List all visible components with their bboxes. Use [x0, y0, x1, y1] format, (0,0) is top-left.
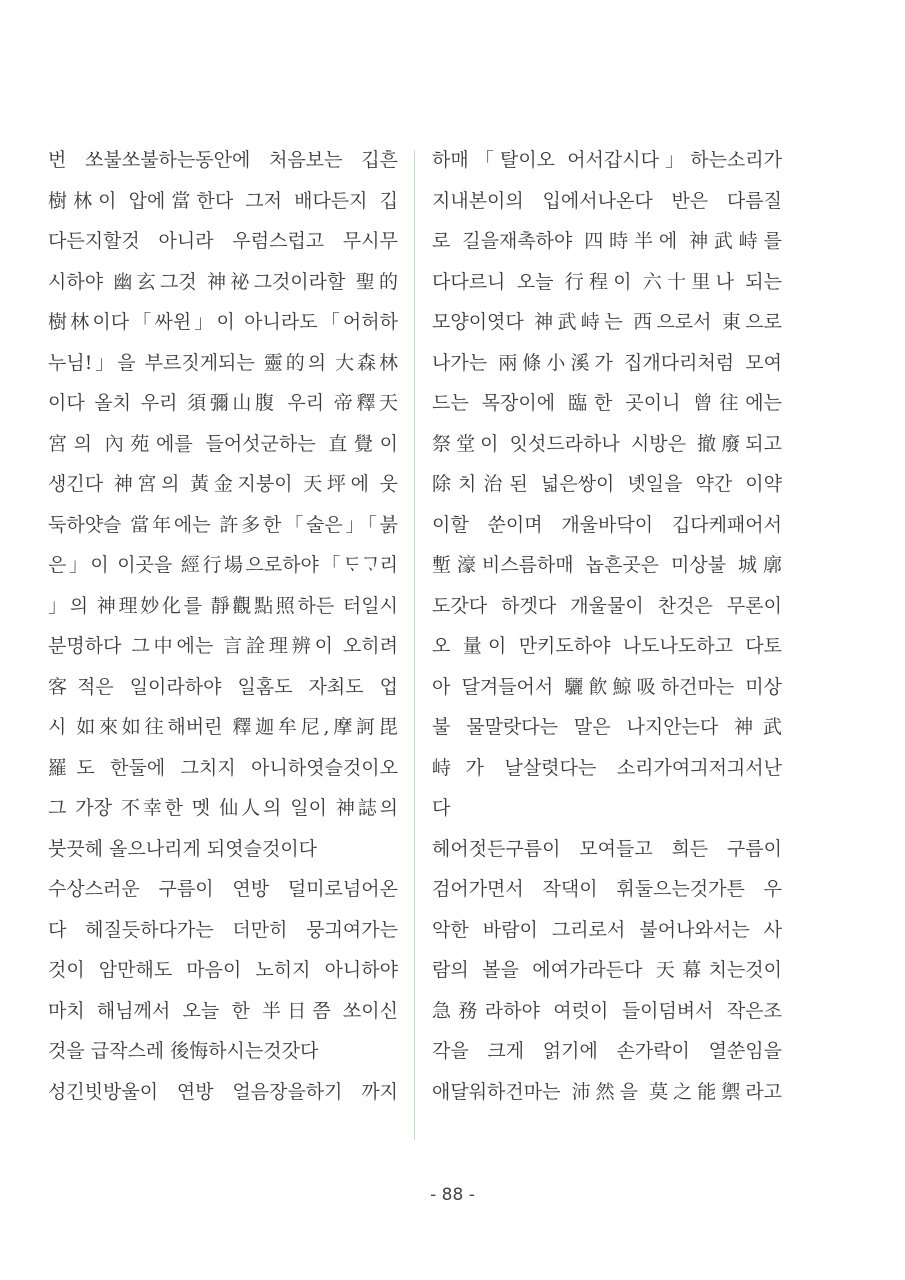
text-line: 시 如來如往해버린 釋迦牟尼,摩訶毘	[48, 716, 398, 738]
text-line: 다든지할것 아니라 우럼스럽고 무시무	[48, 230, 398, 252]
text-line: 은」이 이곳을 經行場으로하야「ᄃᆞᄀᆞ리	[48, 554, 398, 576]
text-line: 다 헤질듯하다가는 더만히 뭉긔여가는	[48, 918, 398, 941]
text-line: 除치治된 넓은쌍이 녯일을 약간 이약	[432, 473, 782, 495]
text-line: 峙가 날살렷다는 소리가여긔저긔서난	[432, 756, 782, 779]
text-line: 붓끗헤 올으나리게 되엿슬것이다	[48, 837, 318, 860]
text-line: 드는 목장이에 臨한 곳이니 曾往에는	[432, 392, 782, 414]
text-line: 분명하다 그中에는 言詮理辨이 오히려	[48, 635, 398, 657]
text-line: 각을 크게 얽기에 손가락이 열쑨임을	[432, 1040, 782, 1062]
text-line: 시하야 幽玄그것 神祕그것이라할 聖的	[48, 270, 398, 293]
text-line: 하매「탈이오 어서갑시다」하는소리가	[432, 149, 782, 171]
text-line: 지내본이의 입에서나온다 반은 다름질	[432, 189, 782, 212]
text-line: 악한 바람이 그리로서 불어나와서는 사	[432, 918, 782, 941]
text-line: 나가는 兩條小溪가 집개다리처럼 모여	[432, 351, 782, 374]
text-line: 헤어젓든구름이 모여들고 희든 구름이	[432, 837, 782, 860]
text-line: 애달워하건마는 沛然을 莫之能禦라고	[432, 1080, 782, 1103]
text-line: 宮의 內苑에를 들어섯군하는 直覺이	[48, 432, 398, 455]
text-line: 樹林이 압에當한다 그저 배다든지 깁	[48, 189, 398, 212]
text-line: 로 길을재촉하야 四時半에 神武峙를	[432, 230, 782, 252]
text-line: 생긴다 神宮의 黃金지붕이 天坪에 웃	[48, 473, 398, 495]
page-number: - 88 -	[430, 1185, 475, 1205]
text-line: 불 물말랏다는 말은 나지안는다 神武	[432, 716, 782, 738]
text-line: 羅도 한둘에 그치지 아니하엿슬것이오	[48, 756, 398, 779]
text-line: 祭堂이 잇섯드라하나 시방은 撤廢되고	[432, 432, 782, 455]
text-line: 수상스러운 구름이 연방 덜미로넘어온	[48, 878, 398, 900]
text-line: 客적은 일이라하야 일홈도 자최도 업	[48, 675, 398, 698]
text-line: 모양이엿다 神武峙는 西으로서 東으로	[432, 311, 782, 333]
text-line: 람의 볼을 에여가라든다 天幕치는것이	[432, 959, 782, 981]
text-line: 번 쏘불쏘불하는동안에 처음보는 깁흔	[48, 149, 398, 171]
column-divider	[414, 150, 415, 1140]
text-line: 마치 해님께서 오늘 한 半日쯤 쏘이신	[48, 999, 398, 1022]
text-line: 」의 神理妙化를 靜觀點照하든 터일시	[48, 594, 398, 617]
text-line: 다다르니 오늘 行程이 六十里나 되는	[432, 270, 782, 293]
text-line: 성긴빗방울이 연방 얼음장을하기 까지	[48, 1080, 398, 1103]
left-text-column	[48, 140, 398, 1112]
text-line: 누님!」을 부르짓게되는 靈的의 大森林	[48, 351, 398, 374]
text-line: 急務라하야 여럿이 들이덤벼서 작은조	[432, 999, 782, 1022]
text-line: 다	[432, 797, 451, 819]
text-line: 것을 급작스레 後悔하시는것갓다	[48, 1040, 319, 1062]
text-line: 그 가장 不幸한 멧 仙人의 일이 神誌의	[48, 797, 398, 819]
text-line: 오 量이 만키도하야 나도나도하고 다토	[432, 635, 782, 657]
text-line: 이다 올치 우리 須彌山腹 우리 帝釋天	[48, 392, 398, 414]
text-line: 것이 암만해도 마음이 노히지 아니하야	[48, 959, 398, 981]
text-line: 도갓다 하겟다 개울물이 찬것은 무론이	[432, 594, 782, 617]
text-line: 이할 쑨이며 개울바닥이 깁다케패어서	[432, 513, 782, 536]
text-line: 아 달겨들어서 驪飮鯨吸하건마는 미상	[432, 675, 782, 698]
text-line: 樹林이다「싸윈」이 아니라도「어허하	[48, 311, 398, 333]
text-line: 塹濠비스름하매 놉흔곳은 미상불 城廓	[432, 554, 782, 576]
text-line: 둑하얏슬 當年에는 許多한「술은」「붉	[48, 513, 398, 536]
right-text-column	[432, 140, 782, 1112]
text-line: 검어가면서 작댁이 휘둘으는것가튼 우	[432, 878, 782, 900]
